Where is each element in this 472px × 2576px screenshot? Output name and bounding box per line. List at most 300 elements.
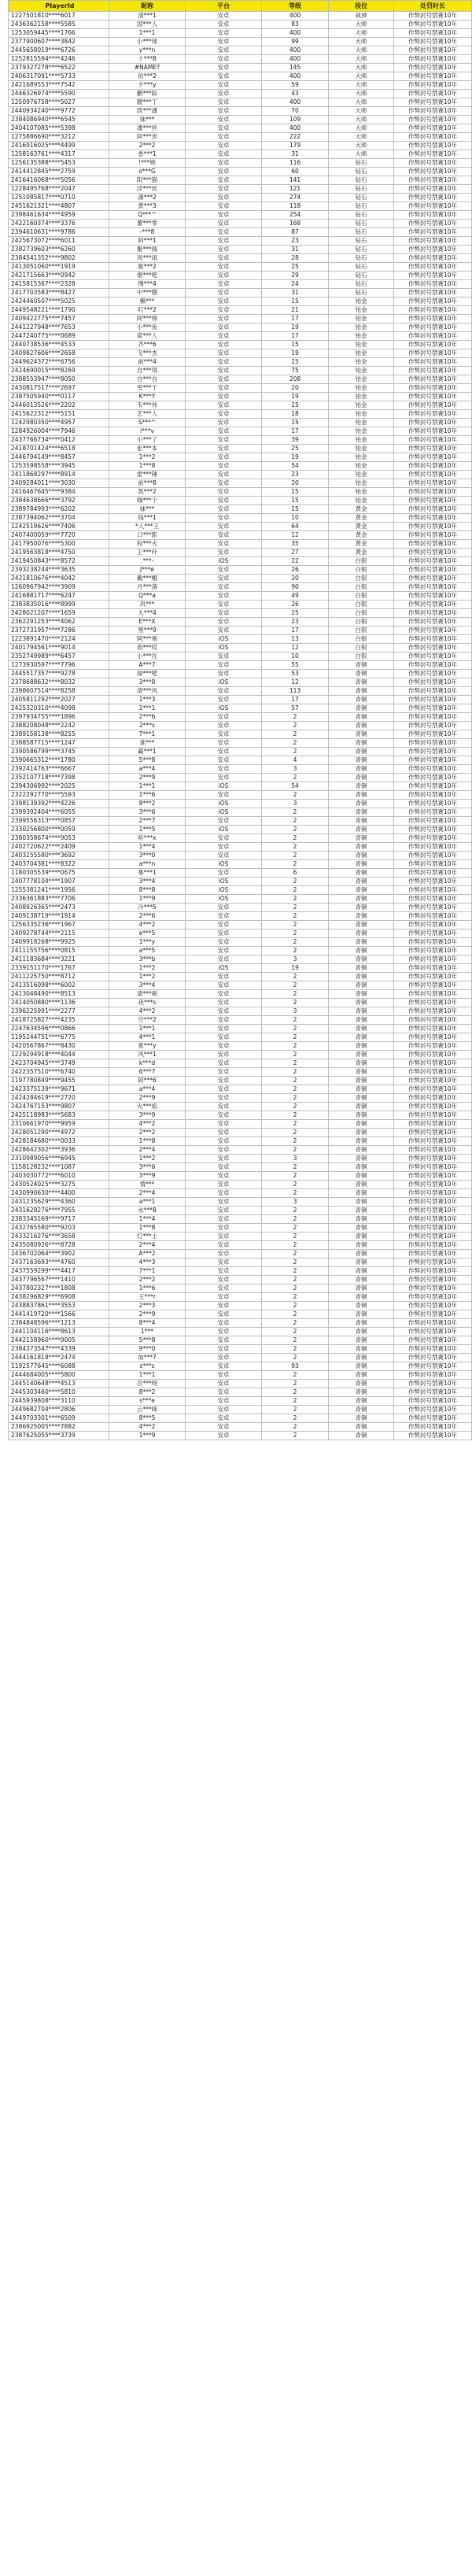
cell-player-id: 2416916025****4499: [9, 142, 109, 150]
cell-platform: 安卓: [186, 401, 262, 410]
table-row: [9, 1007, 472, 1016]
cell-penalty: 作弊封号禁赛10年: [394, 955, 472, 964]
cell-player-id: 2424767153****9807: [9, 1103, 109, 1111]
cell-platform: 安卓: [186, 1059, 262, 1068]
cell-rank: 铂金: [329, 488, 394, 497]
cell-penalty: 作弊封号禁赛10年: [394, 12, 472, 20]
cell-rank: 大师: [329, 98, 394, 107]
cell-penalty: 作弊封号禁赛10年: [394, 1129, 472, 1137]
cell-player-id: 2445658019****6726: [9, 46, 109, 55]
cell-platform: 安卓: [186, 427, 262, 436]
cell-rank: 钻石: [329, 202, 394, 211]
cell-nickname: 凛***2: [109, 194, 186, 202]
cell-level: 4: [262, 756, 329, 765]
cell-level: 400: [262, 72, 329, 81]
cell-rank: 钻石: [329, 280, 394, 289]
cell-level: 35: [262, 540, 329, 549]
cell-penalty: 作弊封号禁赛10年: [394, 159, 472, 168]
cell-penalty: 作弊封号禁赛10年: [394, 46, 472, 55]
cell-platform: 安卓: [186, 1085, 262, 1094]
cell-level: 2: [262, 1224, 329, 1233]
cell-level: 2: [262, 973, 329, 981]
cell-nickname: 鹏***踪: [109, 90, 186, 98]
cell-platform: 安卓: [186, 168, 262, 176]
cell-platform: 安卓: [186, 748, 262, 756]
cell-platform: 安卓: [186, 1258, 262, 1267]
table-row: [9, 341, 472, 349]
cell-player-id: 2404107085****5398: [9, 124, 109, 133]
cell-rank: 青铜: [329, 1397, 394, 1406]
table-row: [9, 1025, 472, 1033]
cell-level: 2: [262, 1397, 329, 1406]
cell-level: 83: [262, 20, 329, 29]
cell-platform: 安卓: [186, 973, 262, 981]
table-row: [9, 1241, 472, 1250]
cell-penalty: 作弊封号禁赛10年: [394, 263, 472, 272]
table-row: [9, 1207, 472, 1215]
cell-penalty: 作弊封号禁赛10年: [394, 618, 472, 626]
cell-rank: 青铜: [329, 1336, 394, 1345]
cell-penalty: 作弊封号禁赛10年: [394, 722, 472, 730]
cell-nickname: 吾***呀: [109, 1380, 186, 1388]
cell-penalty: 作弊封号禁赛10年: [394, 696, 472, 704]
cell-level: 3: [262, 955, 329, 964]
cell-player-id: 2432765580****9203: [9, 1224, 109, 1233]
table-row: [9, 1345, 472, 1354]
cell-penalty: 作弊封号禁赛10年: [394, 774, 472, 782]
cell-rank: 铂金: [329, 479, 394, 488]
cell-platform: 安卓: [186, 1077, 262, 1085]
cell-level: 2: [262, 1267, 329, 1276]
cell-rank: 钻石: [329, 246, 394, 254]
cell-player-id: 2380358674****9053: [9, 834, 109, 843]
cell-platform: 安卓: [186, 1345, 262, 1354]
cell-nickname: 2***6: [109, 912, 186, 921]
cell-player-id: 1192577645****6088: [9, 1362, 109, 1371]
cell-nickname: -***8: [109, 228, 186, 237]
table-row: [9, 1129, 472, 1137]
cell-level: 2: [262, 1319, 329, 1328]
cell-rank: 大师: [329, 72, 394, 81]
cell-rank: 大师: [329, 38, 394, 46]
cell-penalty: 作弊封号禁赛10年: [394, 107, 472, 116]
cell-player-id: 2399392404****6055: [9, 808, 109, 817]
cell-platform: 安卓: [186, 774, 262, 782]
cell-player-id: 2393238244****3635: [9, 566, 109, 575]
cell-player-id: 2430817517****2697: [9, 384, 109, 393]
table-row: [9, 1258, 472, 1267]
table-row: [9, 410, 472, 419]
cell-platform: 安卓: [186, 142, 262, 150]
cell-level: 222: [262, 133, 329, 142]
cell-level: 208: [262, 375, 329, 384]
cell-penalty: 作弊封号禁赛10年: [394, 808, 472, 817]
cell-platform: 安卓: [186, 566, 262, 575]
table-row: [9, 1051, 472, 1059]
cell-player-id: 2425673072****6011: [9, 237, 109, 246]
cell-nickname: 1***1: [109, 29, 186, 38]
cell-penalty: 作弊封号禁赛10年: [394, 609, 472, 618]
cell-level: 55: [262, 661, 329, 670]
cell-rank: 铂金: [329, 332, 394, 341]
cell-level: 23: [262, 471, 329, 479]
cell-rank: 黄金: [329, 549, 394, 557]
cell-platform: 安卓: [186, 1163, 262, 1172]
cell-level: 400: [262, 12, 329, 20]
cell-level: 2: [262, 1146, 329, 1155]
cell-rank: 白银: [329, 618, 394, 626]
table-row: [9, 756, 472, 765]
cell-penalty: 作弊封号禁赛10年: [394, 730, 472, 739]
cell-level: 57: [262, 704, 329, 713]
table-row: [9, 748, 472, 756]
cell-penalty: 作弊封号禁赛10年: [394, 782, 472, 791]
cell-level: 25: [262, 263, 329, 272]
cell-rank: 青铜: [329, 1284, 394, 1293]
cell-nickname: 小***了: [109, 436, 186, 445]
cell-penalty: 作弊封号禁赛10年: [394, 1397, 472, 1406]
cell-level: 15: [262, 341, 329, 349]
cell-rank: 钻石: [329, 168, 394, 176]
cell-penalty: 作弊封号禁赛10年: [394, 471, 472, 479]
cell-nickname: a***1: [109, 1198, 186, 1207]
cell-nickname: *人***王: [109, 523, 186, 531]
cell-player-id: 2247634596****0866: [9, 1025, 109, 1033]
table-body: [9, 12, 472, 1440]
cell-rank: 青铜: [329, 1189, 394, 1198]
cell-rank: 黄金: [329, 514, 394, 523]
cell-nickname: 懒***: [109, 298, 186, 306]
cell-player-id: 2436702064****3902: [9, 1250, 109, 1258]
cell-rank: 白银: [329, 644, 394, 652]
cell-penalty: 作弊封号禁赛10年: [394, 246, 472, 254]
table-row: [9, 315, 472, 323]
cell-player-id: 1252815594****4246: [9, 55, 109, 64]
cell-penalty: 作弊封号禁赛10年: [394, 834, 472, 843]
cell-nickname: S***^: [109, 419, 186, 427]
cell-level: 2: [262, 1051, 329, 1059]
cell-level: 15: [262, 505, 329, 514]
cell-rank: 青铜: [329, 765, 394, 774]
cell-level: 2: [262, 1120, 329, 1129]
cell-level: 2: [262, 1258, 329, 1267]
cell-level: 28: [262, 254, 329, 263]
cell-rank: 青铜: [329, 1120, 394, 1129]
cell-penalty: 作弊封号禁赛10年: [394, 453, 472, 462]
cell-platform: 安卓: [186, 1111, 262, 1120]
table-row: [9, 289, 472, 298]
cell-nickname: 权***火: [109, 540, 186, 549]
cell-player-id: 1180305539****0675: [9, 869, 109, 878]
cell-rank: 青铜: [329, 678, 394, 687]
cell-player-id: 2384086940****6545: [9, 116, 109, 124]
cell-player-id: 2422357510****6740: [9, 1068, 109, 1077]
table-row: [9, 791, 472, 800]
cell-penalty: 作弊封号禁赛10年: [394, 670, 472, 678]
cell-platform: 安卓: [186, 739, 262, 748]
cell-rank: 青铜: [329, 843, 394, 852]
cell-player-id: 1250976758****5027: [9, 98, 109, 107]
cell-player-id: 2420567867****8430: [9, 1042, 109, 1051]
table-row: [9, 644, 472, 652]
cell-nickname: 4***1: [109, 1033, 186, 1042]
cell-platform: 安卓: [186, 272, 262, 280]
cell-rank: 青铜: [329, 886, 394, 895]
cell-nickname: 8***5: [109, 1414, 186, 1423]
cell-player-id: 2310661970****9959: [9, 1120, 109, 1129]
cell-platform: 安卓: [186, 176, 262, 185]
cell-level: 2: [262, 1336, 329, 1345]
cell-nickname: 4***2: [109, 1007, 186, 1016]
cell-level: 12: [262, 678, 329, 687]
table-row: [9, 1181, 472, 1189]
cell-penalty: 作弊封号禁赛10年: [394, 1267, 472, 1276]
cell-player-id: 2445303460****5810: [9, 1388, 109, 1397]
cell-rank: 青铜: [329, 1172, 394, 1181]
cell-platform: 安卓: [186, 20, 262, 29]
cell-player-id: 2390586799****3745: [9, 748, 109, 756]
cell-player-id: 2445939808****3110: [9, 1397, 109, 1406]
cell-rank: 铂金: [329, 349, 394, 358]
cell-nickname: 1***8: [109, 462, 186, 471]
cell-penalty: 作弊封号禁赛10年: [394, 427, 472, 436]
cell-penalty: 作弊封号禁赛10年: [394, 1319, 472, 1328]
cell-player-id: 2399556313****0857: [9, 817, 109, 826]
cell-level: 15: [262, 488, 329, 497]
cell-penalty: 作弊封号禁赛10年: [394, 1250, 472, 1258]
cell-platform: 安卓: [186, 1267, 262, 1276]
cell-level: 2: [262, 1276, 329, 1284]
cell-rank: 青铜: [329, 1354, 394, 1362]
cell-nickname: 3***6: [109, 1163, 186, 1172]
cell-nickname: a***4: [109, 765, 186, 774]
cell-penalty: 作弊封号禁赛10年: [394, 185, 472, 194]
cell-penalty: 作弊封号禁赛10年: [394, 341, 472, 349]
cell-penalty: 作弊封号禁赛10年: [394, 1033, 472, 1042]
cell-penalty: 作弊封号禁赛10年: [394, 549, 472, 557]
cell-nickname: 谁***: [109, 739, 186, 748]
cell-rank: 铂金: [329, 419, 394, 427]
cell-penalty: 作弊封号禁赛10年: [394, 1432, 472, 1440]
header-row: [9, 1, 472, 12]
cell-player-id: 2398607514****8258: [9, 687, 109, 696]
cell-nickname: 潘***丝: [109, 124, 186, 133]
table-row: [9, 228, 472, 237]
cell-player-id: 2384541352****9802: [9, 254, 109, 263]
cell-rank: 黄金: [329, 531, 394, 540]
cell-level: 90: [262, 583, 329, 592]
cell-platform: 安卓: [186, 1103, 262, 1111]
cell-level: 2: [262, 1414, 329, 1423]
cell-rank: 大师: [329, 55, 394, 64]
cell-platform: 安卓: [186, 315, 262, 323]
cell-rank: 青铜: [329, 1181, 394, 1189]
cell-rank: 青铜: [329, 661, 394, 670]
cell-rank: 铂金: [329, 358, 394, 367]
cell-level: 2: [262, 713, 329, 722]
cell-penalty: 作弊封号禁赛10年: [394, 1423, 472, 1432]
cell-nickname: 1***2: [109, 973, 186, 981]
cell-player-id: 2438296829****6908: [9, 1293, 109, 1302]
cell-penalty: 作弊封号禁赛10年: [394, 315, 472, 323]
cell-level: 2: [262, 1388, 329, 1397]
cell-level: 2: [262, 1406, 329, 1414]
table-row: [9, 826, 472, 834]
cell-penalty: 作弊封号禁赛10年: [394, 843, 472, 852]
cell-platform: iOS: [186, 704, 262, 713]
cell-rank: 铂金: [329, 341, 394, 349]
cell-penalty: 作弊封号禁赛10年: [394, 990, 472, 999]
cell-rank: 青铜: [329, 774, 394, 782]
cell-platform: 安卓: [186, 289, 262, 298]
cell-penalty: 作弊封号禁赛10年: [394, 566, 472, 575]
cell-level: 2: [262, 1215, 329, 1224]
cell-rank: 青铜: [329, 1094, 394, 1103]
table-row: [9, 852, 472, 860]
cell-platform: 安卓: [186, 410, 262, 419]
cell-penalty: 作弊封号禁赛10年: [394, 1085, 472, 1094]
cell-level: 3: [262, 765, 329, 774]
header-rank: 段位: [329, 1, 394, 12]
cell-platform: 安卓: [186, 90, 262, 98]
cell-nickname: 1***6: [109, 791, 186, 800]
cell-level: 2: [262, 930, 329, 938]
cell-rank: 大师: [329, 107, 394, 116]
cell-platform: 安卓: [186, 1276, 262, 1284]
table-row: [9, 367, 472, 375]
cell-penalty: 作弊封号禁赛10年: [394, 142, 472, 150]
table-row: [9, 1016, 472, 1025]
cell-level: 400: [262, 98, 329, 107]
table-row: [9, 722, 472, 730]
cell-player-id: 2388587715****1247: [9, 739, 109, 748]
table-row: [9, 730, 472, 739]
cell-level: 2: [262, 912, 329, 921]
cell-rank: 青铜: [329, 1207, 394, 1215]
cell-player-id: 2440934240****9772: [9, 107, 109, 116]
cell-nickname: 情***: [109, 1181, 186, 1189]
cell-player-id: 1275886690****3212: [9, 133, 109, 142]
cell-player-id: 2416416068****5056: [9, 176, 109, 185]
table-row: [9, 375, 472, 384]
cell-penalty: 作弊封号禁赛10年: [394, 1371, 472, 1380]
cell-platform: iOS: [186, 860, 262, 869]
cell-penalty: 作弊封号禁赛10年: [394, 176, 472, 185]
cell-player-id: 2394306992****2025: [9, 782, 109, 791]
table-row: [9, 834, 472, 843]
cell-player-id: 2436362158****5585: [9, 20, 109, 29]
cell-nickname: e***5: [109, 930, 186, 938]
cell-nickname: 1***8: [109, 1224, 186, 1233]
cell-player-id: 2419450843****8572: [9, 557, 109, 566]
cell-nickname: 戴***帽: [109, 575, 186, 583]
cell-player-id: 2382739603****6260: [9, 246, 109, 254]
cell-nickname: 3***4: [109, 981, 186, 990]
cell-penalty: 作弊封号禁赛10年: [394, 479, 472, 488]
cell-platform: 安卓: [186, 618, 262, 626]
cell-platform: 安卓: [186, 46, 262, 55]
cell-player-id: 1158128232****1087: [9, 1163, 109, 1172]
cell-platform: 安卓: [186, 990, 262, 999]
table-row: [9, 652, 472, 661]
cell-rank: 青铜: [329, 1033, 394, 1042]
cell-level: 113: [262, 687, 329, 696]
cell-platform: 安卓: [186, 1371, 262, 1380]
cell-platform: 安卓: [186, 306, 262, 315]
cell-penalty: 作弊封号禁赛10年: [394, 1414, 472, 1423]
cell-platform: 安卓: [186, 453, 262, 462]
cell-rank: 青铜: [329, 904, 394, 912]
cell-nickname: 夏***y: [109, 1042, 186, 1051]
cell-platform: 安卓: [186, 1094, 262, 1103]
cell-nickname: 自***自: [109, 375, 186, 384]
table-row: [9, 938, 472, 947]
cell-level: 2: [262, 1163, 329, 1172]
cell-level: 17: [262, 332, 329, 341]
table-row: [9, 687, 472, 696]
cell-level: 2: [262, 1423, 329, 1432]
cell-rank: 青铜: [329, 713, 394, 722]
cell-platform: iOS: [186, 678, 262, 687]
cell-player-id: 2449624372****6756: [9, 358, 109, 367]
cell-penalty: 作弊封号禁赛10年: [394, 1215, 472, 1224]
cell-level: 2: [262, 722, 329, 730]
cell-player-id: 2431235629****4360: [9, 1198, 109, 1207]
cell-platform: iOS: [186, 886, 262, 895]
cell-penalty: 作弊封号禁赛10年: [394, 1094, 472, 1103]
cell-penalty: 作弊封号禁赛10年: [394, 436, 472, 445]
table-row: [9, 401, 472, 410]
cell-rank: 钻石: [329, 289, 394, 298]
cell-penalty: 作弊封号禁赛10年: [394, 401, 472, 410]
cell-rank: 大师: [329, 150, 394, 159]
cell-rank: 青铜: [329, 1233, 394, 1241]
cell-penalty: 作弊封号禁赛10年: [394, 947, 472, 955]
cell-player-id: 2430524025****3275: [9, 1181, 109, 1189]
cell-level: 2: [262, 878, 329, 886]
table-row: [9, 150, 472, 159]
cell-platform: 安卓: [186, 523, 262, 531]
cell-rank: 青铜: [329, 1432, 394, 1440]
cell-penalty: 作弊封号禁赛10年: [394, 1025, 472, 1033]
cell-level: 400: [262, 55, 329, 64]
cell-rank: 大师: [329, 142, 394, 150]
cell-player-id: 1260967942****3909: [9, 583, 109, 592]
header-nickname: 昵称: [109, 1, 186, 12]
table-row: [9, 505, 472, 514]
cell-level: 18: [262, 410, 329, 419]
cell-player-id: 2428184680****0033: [9, 1137, 109, 1146]
cell-rank: 青铜: [329, 1328, 394, 1336]
cell-penalty: 作弊封号禁赛10年: [394, 652, 472, 661]
cell-player-id: 2387505940****0117: [9, 393, 109, 401]
cell-level: 75: [262, 367, 329, 375]
cell-platform: 安卓: [186, 497, 262, 505]
table-row: [9, 237, 472, 246]
cell-platform: 安卓: [186, 514, 262, 523]
cell-penalty: 作弊封号禁赛10年: [394, 912, 472, 921]
cell-player-id: 2446013526****2202: [9, 401, 109, 410]
table-row: [9, 29, 472, 38]
cell-rank: 青铜: [329, 1371, 394, 1380]
cell-rank: 铂金: [329, 401, 394, 410]
cell-platform: 安卓: [186, 436, 262, 445]
cell-level: 3: [262, 1155, 329, 1163]
cell-penalty: 作弊封号禁赛10年: [394, 90, 472, 98]
table-row: [9, 523, 472, 531]
cell-nickname: 夕***y: [109, 81, 186, 90]
cell-level: 15: [262, 419, 329, 427]
